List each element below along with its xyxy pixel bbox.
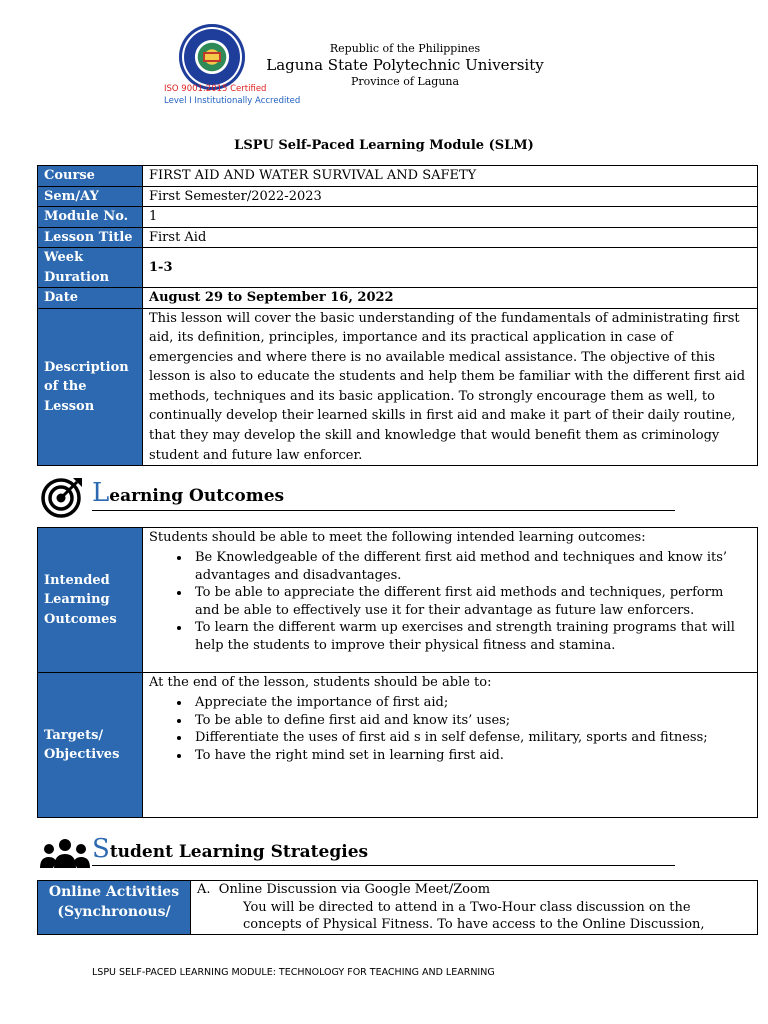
learning-outcomes-table	[37, 527, 758, 818]
list-item: • To be able to define first aid and know its’ uses;	[191, 712, 751, 730]
list-item: • To learn the different warm up exercises and strength training programs that will help the students to improve their physical fitness and stamina.	[191, 619, 751, 654]
list-item: • To have the right mind set in learning first aid.	[191, 747, 751, 765]
intended-list	[149, 549, 751, 654]
list-item: • Appreciate the importance of first aid;	[191, 694, 751, 712]
learning-outcomes-heading	[92, 478, 284, 508]
online-activities-row	[38, 881, 758, 935]
heading-initial: S	[92, 834, 110, 864]
item-letter: A.	[197, 882, 211, 897]
targets-list	[149, 694, 751, 764]
province-text: Province of Laguna	[350, 75, 460, 88]
online-activities-label: Online Activities (Synchronous/	[38, 881, 191, 935]
item-description-line1: You will be directed to attend in a Two-Hour class discussion on the	[243, 899, 691, 915]
course-value: FIRST AID AND WATER SURVIVAL AND SAFETY	[143, 166, 758, 187]
module-title: LSPU Self-Paced Learning Module (SLM)	[234, 138, 534, 153]
list-item: • To be able to appreciate the different first aid methods and techniques, perform and be able to effectively use it for their advantage as future law enforcers.	[191, 584, 751, 619]
sem-row	[38, 186, 758, 207]
targets-cell	[143, 673, 758, 818]
intended-intro: Students should be able to meet the following intended learning outcomes:	[149, 530, 646, 545]
week-row	[38, 248, 758, 288]
page-footer: LSPU SELF-PACED LEARNING MODULE: TECHNOLOGY FOR TEACHING AND LEARNING	[92, 967, 495, 978]
targets-label: Targets/ Objectives	[38, 673, 143, 818]
item-description-line2: concepts of Physical Fitness. To have access to the Online Discussion,	[243, 917, 705, 932]
description-value: This lesson will cover the basic understanding of the fundamentals of administrating first aid, its definition, principles, importance and its practical application in case of emergencies and where there is no available medical assistance. The objective of this lesson is also to educate the students and help them be familiar with the different first aid methods, techniques and its basic application. To strongly encourage them as well, to continually develop their learned skills in first aid and make it part of their daily routine, that they may develop the skill and knowledge that would benefit them as criminology student and future law enforcer.	[143, 308, 758, 466]
heading-text: tudent Learning Strategies	[109, 842, 369, 862]
date-label: Date	[38, 288, 143, 309]
section-divider	[92, 865, 675, 866]
university-seal-icon	[179, 24, 245, 90]
module-value: 1	[143, 207, 758, 228]
section-divider	[92, 510, 675, 511]
course-label: Course	[38, 166, 143, 187]
intended-label: Intended Learning Outcomes	[38, 528, 143, 673]
list-item: • Be Knowledgeable of the different first aid method and techniques and know its’ advantages and disadvantages.	[191, 549, 751, 584]
heading-text: earning Outcomes	[109, 486, 285, 506]
sem-label: Sem/AY	[38, 186, 143, 207]
course-row	[38, 166, 758, 187]
module-label: Module No.	[38, 207, 143, 228]
week-value: 1-3	[143, 248, 758, 288]
item-title: Online Discussion via Google Meet/Zoom	[218, 882, 491, 897]
targets-intro: At the end of the lesson, students should be able to:	[149, 675, 492, 690]
intended-row	[38, 528, 758, 673]
republic-text: Republic of the Philippines	[329, 42, 481, 55]
intended-cell	[143, 528, 758, 673]
strategies-table	[37, 880, 758, 935]
list-item: • Differentiate the uses of first aid s in self defense, military, sports and fitness;	[191, 729, 751, 747]
iso-certified-text: ISO 9001:2015 Certified	[164, 84, 267, 94]
target-icon	[40, 476, 84, 522]
course-info-table	[37, 165, 758, 466]
strategies-heading	[92, 834, 368, 864]
week-label: Week Duration	[38, 248, 143, 288]
date-row	[38, 288, 758, 309]
targets-row	[38, 673, 758, 818]
description-label: Description of the Lesson	[38, 308, 143, 466]
group-icon	[40, 838, 90, 874]
lesson-row	[38, 227, 758, 248]
description-row	[38, 308, 758, 466]
heading-initial: L	[92, 478, 110, 508]
accreditation-text: Level I Institutionally Accredited	[164, 96, 301, 106]
lesson-label: Lesson Title	[38, 227, 143, 248]
sem-value: First Semester/2022-2023	[143, 186, 758, 207]
date-value: August 29 to September 16, 2022	[143, 288, 758, 309]
online-item-title-line	[197, 881, 751, 899]
online-activities-cell	[191, 881, 758, 935]
lesson-value: First Aid	[143, 227, 758, 248]
university-name: Laguna State Polytechnic University	[266, 56, 544, 74]
module-row	[38, 207, 758, 228]
